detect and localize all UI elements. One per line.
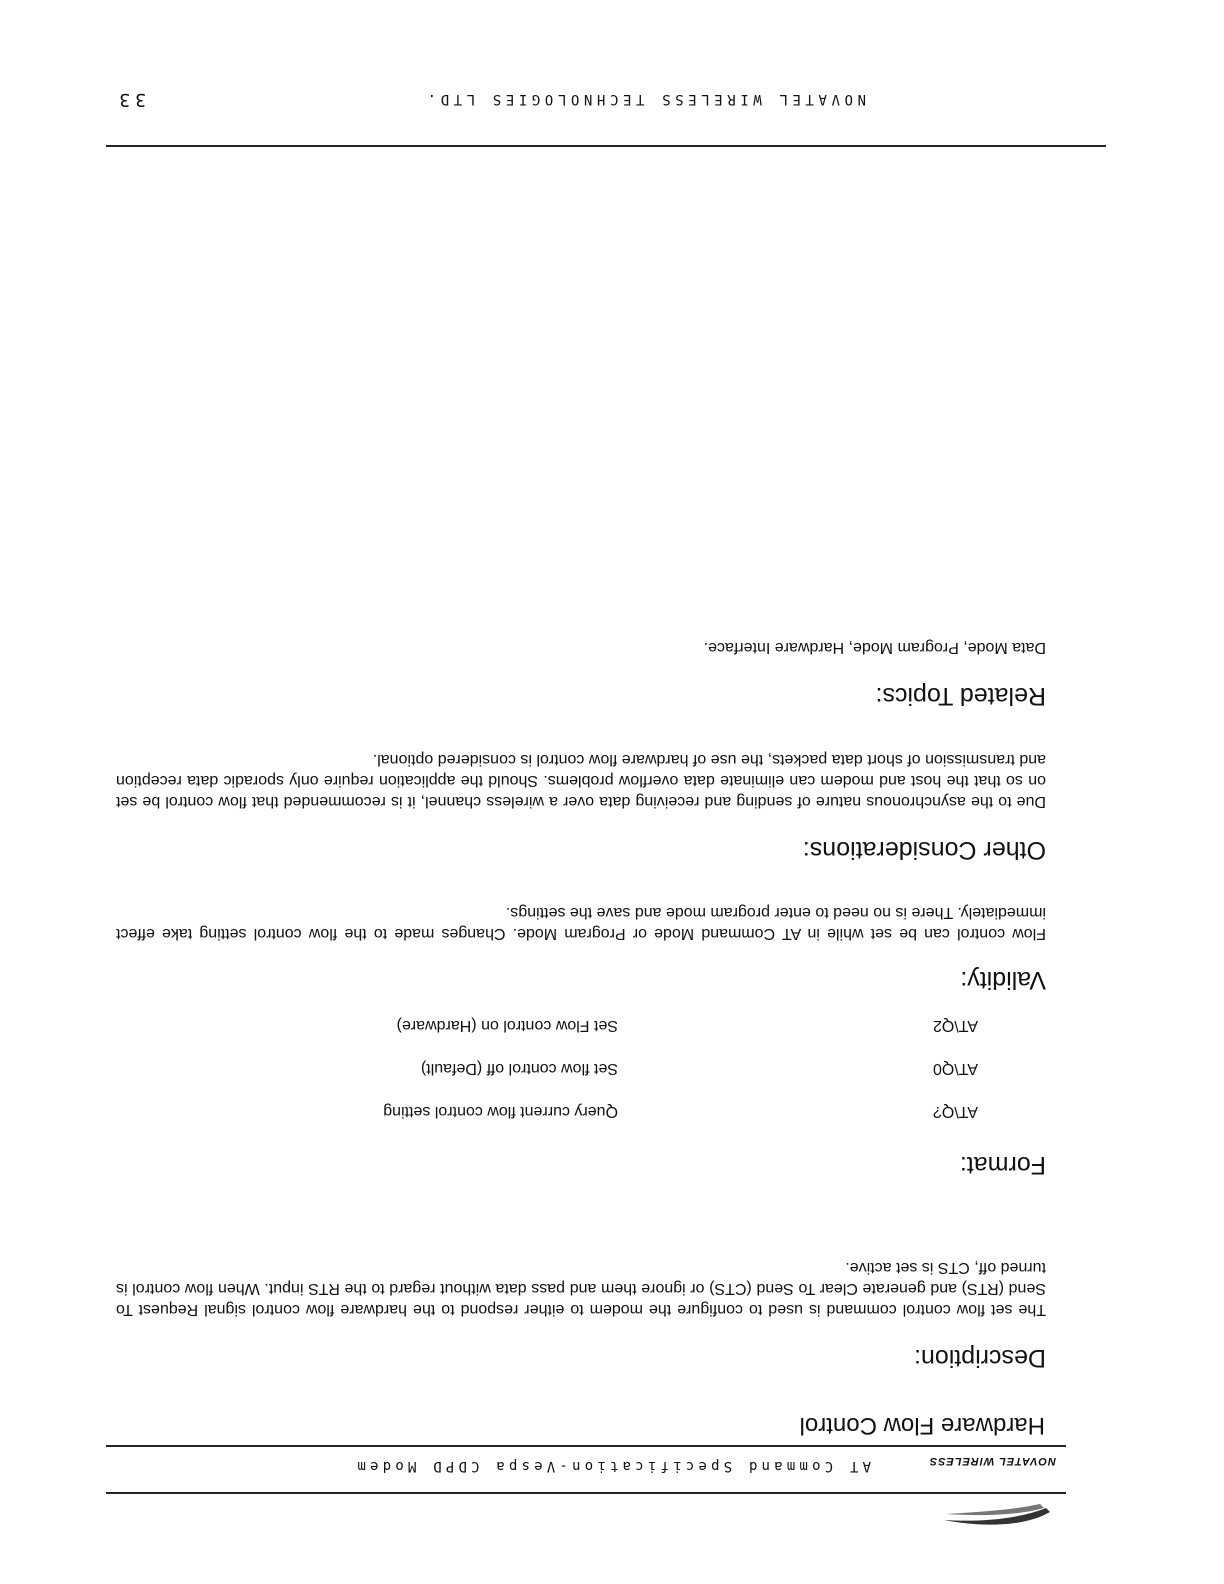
command-code: AT\Q2 [932, 1017, 978, 1034]
other-considerations-heading: Other Considerations: [802, 836, 1046, 864]
validity-text: Flow control can be set while in AT Command Mode or Program Mode. Changes made to the flow control setting take effect immediately. There is no need to enter program mode and save the settings. [116, 904, 1046, 942]
company-logo [928, 1455, 1056, 1530]
header-bottom-rule [106, 1445, 1066, 1447]
related-topics-heading: Related Topics: [875, 682, 1046, 710]
related-topics-paragraph [116, 637, 1046, 658]
command-description: Set flow control off (Default) [420, 1060, 618, 1077]
running-title: AT Command Specification-Vespa CDPD Modem [353, 1458, 871, 1474]
related-topics-text: Data Mode, Program Mode, Hardware Interface. [703, 639, 1046, 656]
description-paragraph [116, 1257, 1046, 1320]
header-top-rule [106, 1492, 1066, 1494]
other-considerations-paragraph [116, 749, 1046, 812]
description-text: The set flow control command is used to configure the modem to either respond to the hardware flow control signal Request To Send (RTS) and generate Clear To Send (CTS) or ignore them and pass data without regard to the RTS input. When flow control is turned off, CTS is set active. [116, 1259, 1046, 1318]
validity-paragraph [116, 902, 1046, 944]
command-code: AT\Q? [932, 1103, 978, 1120]
command-description: Set Flow control on (Hardware) [396, 1017, 618, 1034]
swoosh-logo-icon [936, 1490, 1056, 1530]
page-title: Hardware Flow Control [799, 1412, 1045, 1439]
command-description: Query current flow control setting [383, 1103, 618, 1120]
command-code: AT\Q0 [932, 1060, 978, 1077]
footer-rule [106, 145, 1106, 147]
page-header [106, 1428, 1066, 1534]
company-logo-text: NOVATEL WIRELESS [928, 1455, 1056, 1467]
other-considerations-text: Due to the asynchronous nature of sending and receiving data over a wireless channel, it is recommended that flow control be set on so that the host and modem can eliminate data overflow problems. Should the application require only sporadic data reception and transmission of short data packets, the use of hardware flow control is considered optional. [116, 751, 1046, 810]
page-footer [106, 64, 1106, 154]
page-number: 33 [114, 89, 146, 110]
description-heading: Description: [914, 1344, 1046, 1372]
validity-heading: Validity: [960, 966, 1046, 994]
footer-company: NOVATEL WIRELESS TECHNOLOGIES LTD. [423, 91, 866, 107]
format-heading: Format: [959, 1151, 1046, 1179]
